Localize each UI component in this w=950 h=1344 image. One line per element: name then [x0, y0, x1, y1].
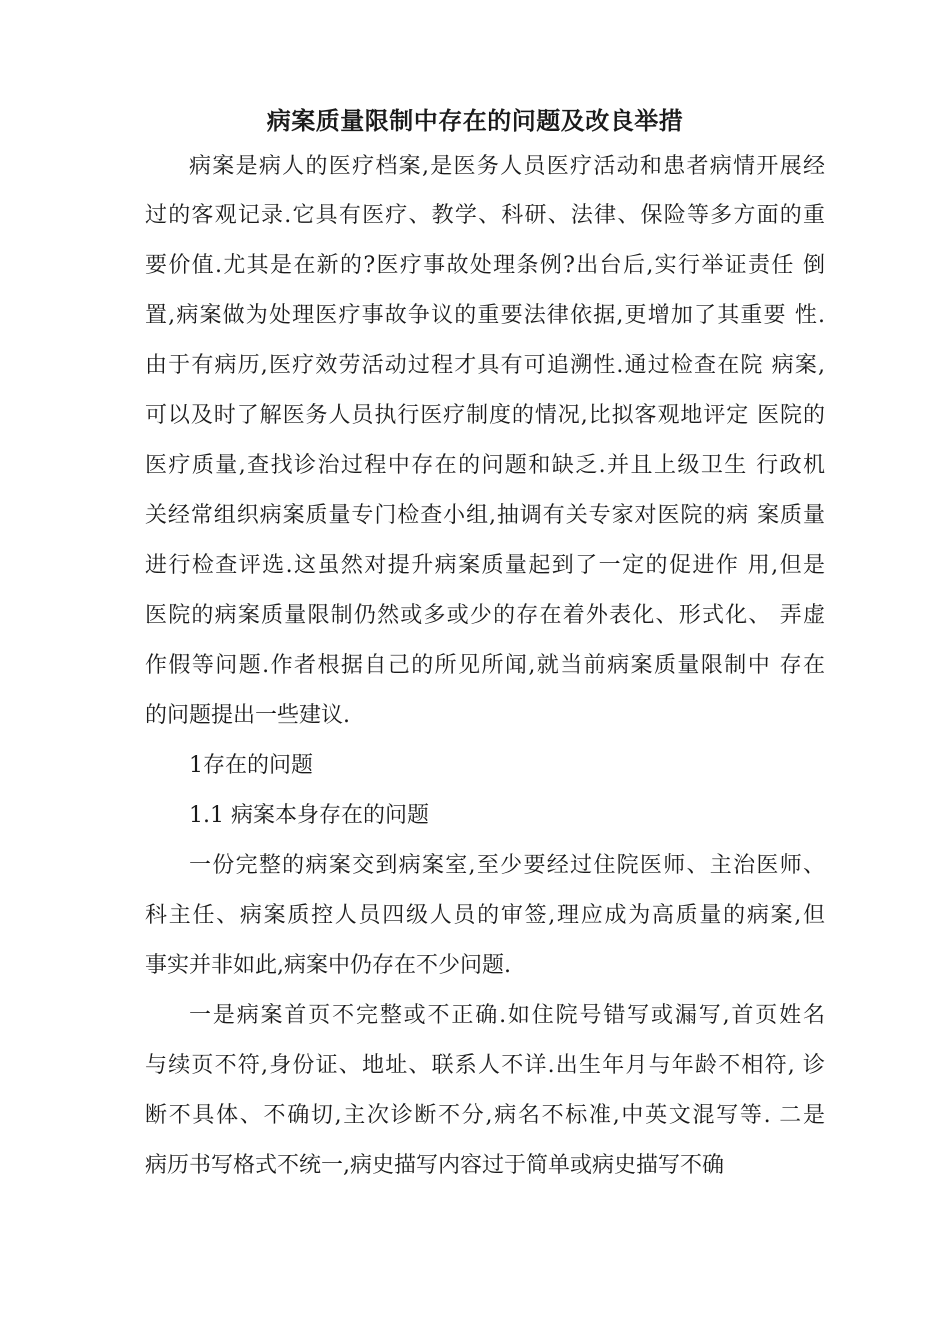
paragraph-line: 的问题提出一些建议. — [145, 703, 350, 728]
paragraph-line: 可以及时了解医务人员执行医疗制度的情况,比拟客观地评定 医院的 — [145, 403, 825, 428]
section-heading: 1存在的问题 — [189, 753, 313, 778]
paragraph-line: 关经常组织病案质量专门检查小组,抽调有关专家对医院的病 案质量 — [145, 503, 825, 528]
paragraph-line: 进行检查评选.这虽然对提升病案质量起到了一定的促进作 用,但是 — [145, 553, 825, 578]
paragraph-line: 医院的病案质量限制仍然或多或少的存在着外表化、形式化、 弄虚 — [145, 603, 825, 628]
paragraph-line: 过的客观记录.它具有医疗、教学、科研、法律、保险等多方面的重 — [145, 203, 825, 228]
paragraph-line: 一份完整的病案交到病案室,至少要经过住院医师、主治医师、 — [189, 853, 825, 878]
paragraph-line: 由于有病历,医疗效劳活动过程才具有可追溯性.通过检查在院 病案, — [145, 353, 825, 378]
paragraph-line: 病案是病人的医疗档案,是医务人员医疗活动和患者病情开展经 — [189, 154, 825, 179]
paragraph-line: 一是病案首页不完整或不正确.如住院号错写或漏写,首页姓名 — [189, 1003, 825, 1028]
paragraph-line: 与续页不符,身份证、地址、联系人不详.出生年月与年龄不相符, 诊 — [145, 1053, 825, 1078]
paragraph-line: 医疗质量,查找诊治过程中存在的问题和缺乏.并且上级卫生 行政机 — [145, 453, 825, 478]
paragraph-line: 断不具体、不确切,主次诊断不分,病名不标准,中英文混写等. 二是 — [145, 1103, 825, 1128]
paragraph-line: 作假等问题.作者根据自己的所见所闻,就当前病案质量限制中 存在 — [145, 653, 825, 678]
paragraph-line: 要价值.尤其是在新的?医疗事故处理条例?出台后,实行举证责任 倒 — [145, 253, 825, 278]
paragraph-line: 科主任、病案质控人员四级人员的审签,理应成为高质量的病案,但 — [145, 903, 825, 928]
paragraph-line: 置,病案做为处理医疗事故争议的重要法律依据,更增加了其重要 性. — [145, 303, 825, 328]
subsection-heading: 1.1 病案本身存在的问题 — [189, 803, 429, 828]
document-title: 病案质量限制中存在的问题及改良举措 — [266, 106, 684, 135]
paragraph-line: 病历书写格式不统一,病史描写内容过于简单或病史描写不确 — [145, 1153, 724, 1178]
paragraph-line: 事实并非如此,病案中仍存在不少问题. — [145, 953, 511, 978]
